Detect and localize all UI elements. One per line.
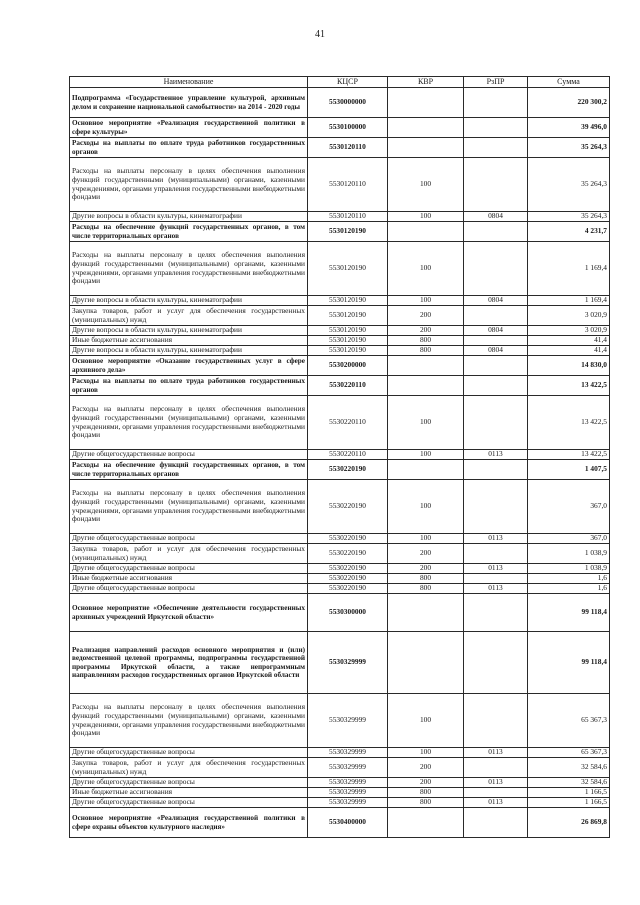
cell-kcsr: 5530220190 <box>308 564 388 574</box>
table-row <box>70 808 610 838</box>
table-row <box>70 694 610 748</box>
cell-kvr: 100 <box>388 296 464 306</box>
cell-sum: 32 584,6 <box>528 758 610 778</box>
cell-kcsr: 5530200000 <box>308 356 388 376</box>
cell-kcsr: 5530329999 <box>308 778 388 788</box>
cell-name: Другие общегосударственные вопросы <box>70 534 308 544</box>
table-row <box>70 138 610 158</box>
cell-sum: 99 118,4 <box>528 594 610 632</box>
cell-kvr: 100 <box>388 158 464 212</box>
cell-name: Основное мероприятие «Реализация государственной политики в сфере охраны объектов культурного наследия» <box>70 808 308 838</box>
cell-kvr: 800 <box>388 788 464 798</box>
cell-kvr <box>388 594 464 632</box>
table-row <box>70 158 610 212</box>
cell-kvr <box>388 808 464 838</box>
header-kcsr: КЦСР <box>308 77 388 88</box>
cell-kcsr: 5530220190 <box>308 480 388 534</box>
cell-rzpr <box>464 594 528 632</box>
cell-kcsr: 5530120190 <box>308 306 388 326</box>
table-row <box>70 544 610 564</box>
cell-sum: 1 038,9 <box>528 564 610 574</box>
table-row <box>70 306 610 326</box>
cell-rzpr <box>464 158 528 212</box>
cell-rzpr <box>464 88 528 118</box>
cell-rzpr <box>464 118 528 138</box>
cell-rzpr: 0113 <box>464 450 528 460</box>
cell-kvr <box>388 460 464 480</box>
header-sum: Сумма <box>528 77 610 88</box>
table-row <box>70 450 610 460</box>
cell-sum: 1,6 <box>528 584 610 594</box>
cell-rzpr <box>464 632 528 694</box>
cell-name: Иные бюджетные ассигнования <box>70 336 308 346</box>
cell-sum: 4 231,7 <box>528 222 610 242</box>
cell-name: Закупка товаров, работ и услуг для обеспечения государственных (муниципальных) нужд <box>70 544 308 564</box>
cell-sum: 35 264,3 <box>528 138 610 158</box>
cell-rzpr <box>464 336 528 346</box>
cell-name: Расходы на выплаты по оплате труда работников государственных органов <box>70 376 308 396</box>
cell-kcsr: 5530120190 <box>308 242 388 296</box>
cell-kcsr: 5530400000 <box>308 808 388 838</box>
cell-kvr: 200 <box>388 306 464 326</box>
cell-kvr <box>388 222 464 242</box>
cell-kcsr: 5530329999 <box>308 694 388 748</box>
cell-kvr <box>388 88 464 118</box>
cell-kvr: 100 <box>388 212 464 222</box>
cell-kcsr: 5530120110 <box>308 212 388 222</box>
cell-rzpr <box>464 758 528 778</box>
cell-kvr: 800 <box>388 574 464 584</box>
cell-name: Другие общегосударственные вопросы <box>70 748 308 758</box>
cell-rzpr <box>464 356 528 376</box>
cell-name: Расходы на выплаты персоналу в целях обеспечения выполнения функций государственными (муниципальными) органами, казенными учреждениями, органами управления государственными внебюджетными фондами <box>70 694 308 748</box>
cell-kvr: 100 <box>388 450 464 460</box>
cell-kvr <box>388 118 464 138</box>
cell-kcsr: 5530120190 <box>308 346 388 356</box>
cell-rzpr: 0804 <box>464 296 528 306</box>
cell-name: Расходы на выплаты персоналу в целях обеспечения выполнения функций государственными (муниципальными) органами, казенными учреждениями, органами управления государственными внебюджетными фондами <box>70 480 308 534</box>
cell-kcsr: 5530220110 <box>308 376 388 396</box>
cell-rzpr: 0113 <box>464 778 528 788</box>
cell-name: Расходы на выплаты персоналу в целях обеспечения выполнения функций государственными (муниципальными) органами, казенными учреждениями, органами управления государственными внебюджетными фондами <box>70 396 308 450</box>
table-body <box>70 88 610 838</box>
cell-rzpr <box>464 460 528 480</box>
table-row <box>70 212 610 222</box>
cell-kcsr: 5530329999 <box>308 798 388 808</box>
cell-kcsr: 5530300000 <box>308 594 388 632</box>
cell-rzpr: 0804 <box>464 326 528 336</box>
cell-rzpr <box>464 574 528 584</box>
cell-sum: 65 367,3 <box>528 748 610 758</box>
cell-sum: 13 422,5 <box>528 396 610 450</box>
cell-sum: 35 264,3 <box>528 212 610 222</box>
cell-sum: 1 166,5 <box>528 798 610 808</box>
cell-rzpr <box>464 242 528 296</box>
table-header-row <box>70 77 610 88</box>
cell-name: Другие общегосударственные вопросы <box>70 584 308 594</box>
cell-name: Закупка товаров, работ и услуг для обеспечения государственных (муниципальных) нужд <box>70 758 308 778</box>
table-row <box>70 564 610 574</box>
cell-kcsr: 5530220190 <box>308 460 388 480</box>
cell-rzpr: 0804 <box>464 346 528 356</box>
cell-sum: 13 422,5 <box>528 376 610 396</box>
cell-kvr: 200 <box>388 758 464 778</box>
cell-rzpr: 0113 <box>464 748 528 758</box>
cell-name: Иные бюджетные ассигнования <box>70 788 308 798</box>
header-rzpr: РзПР <box>464 77 528 88</box>
cell-sum: 1 038,9 <box>528 544 610 564</box>
cell-sum: 41,4 <box>528 336 610 346</box>
cell-kvr: 800 <box>388 798 464 808</box>
cell-name: Основное мероприятие «Реализация государственной политики в сфере культуры» <box>70 118 308 138</box>
table-row <box>70 798 610 808</box>
table-row <box>70 326 610 336</box>
cell-kvr <box>388 376 464 396</box>
cell-kvr: 200 <box>388 778 464 788</box>
cell-kcsr: 5530120110 <box>308 158 388 212</box>
table-row <box>70 346 610 356</box>
cell-name: Другие общегосударственные вопросы <box>70 798 308 808</box>
cell-name: Расходы на обеспечение функций государственных органов, в том числе территориальных органов <box>70 460 308 480</box>
cell-name: Закупка товаров, работ и услуг для обеспечения государственных (муниципальных) нужд <box>70 306 308 326</box>
table-row <box>70 748 610 758</box>
cell-sum: 32 584,6 <box>528 778 610 788</box>
cell-kcsr: 5530220110 <box>308 450 388 460</box>
table-row <box>70 460 610 480</box>
cell-kcsr: 5530100000 <box>308 118 388 138</box>
cell-sum: 3 020,9 <box>528 326 610 336</box>
cell-kcsr: 5530220110 <box>308 396 388 450</box>
cell-sum: 220 300,2 <box>528 88 610 118</box>
table-row <box>70 594 610 632</box>
cell-name: Другие общегосударственные вопросы <box>70 778 308 788</box>
cell-kvr: 100 <box>388 694 464 748</box>
cell-sum: 65 367,3 <box>528 694 610 748</box>
table-row <box>70 118 610 138</box>
cell-kvr <box>388 356 464 376</box>
cell-rzpr <box>464 544 528 564</box>
cell-sum: 14 830,0 <box>528 356 610 376</box>
cell-name: Другие вопросы в области культуры, кинематографии <box>70 346 308 356</box>
cell-kvr: 100 <box>388 396 464 450</box>
cell-name: Реализация направлений расходов основного мероприятия и (или) ведомственной целевой программы, подпрограммы государственной программы Иркутской области, а также непрограммным направлениям расходов государственных органов Иркутской области <box>70 632 308 694</box>
cell-name: Основное мероприятие «Обеспечение деятельности государственных архивных учреждений Иркутской области» <box>70 594 308 632</box>
cell-sum: 3 020,9 <box>528 306 610 326</box>
table-row <box>70 396 610 450</box>
cell-rzpr: 0113 <box>464 584 528 594</box>
cell-sum: 1 407,5 <box>528 460 610 480</box>
cell-sum: 99 118,4 <box>528 632 610 694</box>
cell-kvr: 200 <box>388 326 464 336</box>
cell-kvr: 800 <box>388 336 464 346</box>
table-row <box>70 88 610 118</box>
cell-name: Иные бюджетные ассигнования <box>70 574 308 584</box>
cell-kcsr: 5530120190 <box>308 336 388 346</box>
table-row <box>70 788 610 798</box>
cell-kvr: 100 <box>388 748 464 758</box>
cell-name: Другие вопросы в области культуры, кинематографии <box>70 296 308 306</box>
cell-kcsr: 5530220190 <box>308 544 388 564</box>
cell-sum: 41,4 <box>528 346 610 356</box>
table-row <box>70 534 610 544</box>
cell-kcsr: 5530120190 <box>308 326 388 336</box>
cell-kvr <box>388 138 464 158</box>
cell-kcsr: 5530220190 <box>308 574 388 584</box>
cell-rzpr: 0113 <box>464 534 528 544</box>
cell-sum: 367,0 <box>528 480 610 534</box>
cell-name: Другие вопросы в области культуры, кинематографии <box>70 212 308 222</box>
table-row <box>70 356 610 376</box>
cell-kcsr: 5530329999 <box>308 788 388 798</box>
table-row <box>70 480 610 534</box>
cell-sum: 35 264,3 <box>528 158 610 212</box>
cell-sum: 13 422,5 <box>528 450 610 460</box>
cell-name: Расходы на выплаты персоналу в целях обеспечения выполнения функций государственными (муниципальными) органами, казенными учреждениями, органами управления государственными внебюджетными фондами <box>70 158 308 212</box>
cell-sum: 1 169,4 <box>528 296 610 306</box>
cell-kcsr: 5530220190 <box>308 534 388 544</box>
cell-rzpr: 0804 <box>464 212 528 222</box>
cell-kcsr: 5530220190 <box>308 584 388 594</box>
cell-rzpr <box>464 396 528 450</box>
table-row <box>70 222 610 242</box>
table-row <box>70 376 610 396</box>
cell-kvr: 100 <box>388 480 464 534</box>
cell-name: Расходы на выплаты по оплате труда работников государственных органов <box>70 138 308 158</box>
page-number: 41 <box>315 29 325 40</box>
header-name: Наименование <box>70 77 308 88</box>
table-row <box>70 632 610 694</box>
cell-rzpr: 0113 <box>464 798 528 808</box>
cell-name: Другие общегосударственные вопросы <box>70 450 308 460</box>
header-kvr: КВР <box>388 77 464 88</box>
cell-kvr: 200 <box>388 544 464 564</box>
cell-kvr: 100 <box>388 242 464 296</box>
cell-kvr: 200 <box>388 564 464 574</box>
table-row <box>70 758 610 778</box>
cell-sum: 1 166,5 <box>528 788 610 798</box>
cell-sum: 26 869,8 <box>528 808 610 838</box>
cell-rzpr <box>464 222 528 242</box>
cell-sum: 1 169,4 <box>528 242 610 296</box>
cell-sum: 39 496,0 <box>528 118 610 138</box>
table-row <box>70 336 610 346</box>
cell-name: Расходы на обеспечение функций государственных органов, в том числе территориальных органов <box>70 222 308 242</box>
table-row <box>70 242 610 296</box>
cell-rzpr <box>464 480 528 534</box>
cell-sum: 1,6 <box>528 574 610 584</box>
cell-kcsr: 5530120190 <box>308 296 388 306</box>
cell-kvr: 100 <box>388 534 464 544</box>
cell-kcsr: 5530329999 <box>308 758 388 778</box>
cell-rzpr <box>464 694 528 748</box>
table-row <box>70 584 610 594</box>
cell-kcsr: 5530329999 <box>308 632 388 694</box>
cell-name: Подпрограмма «Государственное управление культурой, архивным делом и сохранение национальной самобытности» на 2014 - 2020 годы <box>70 88 308 118</box>
cell-name: Расходы на выплаты персоналу в целях обеспечения выполнения функций государственными (муниципальными) органами, казенными учреждениями, органами управления государственными внебюджетными фондами <box>70 242 308 296</box>
cell-kvr: 800 <box>388 584 464 594</box>
cell-rzpr: 0113 <box>464 564 528 574</box>
cell-name: Другие вопросы в области культуры, кинематографии <box>70 326 308 336</box>
cell-kvr: 800 <box>388 346 464 356</box>
budget-table <box>69 76 610 838</box>
cell-rzpr <box>464 808 528 838</box>
cell-sum: 367,0 <box>528 534 610 544</box>
table-row <box>70 778 610 788</box>
cell-name: Другие общегосударственные вопросы <box>70 564 308 574</box>
cell-kcsr: 5530000000 <box>308 88 388 118</box>
cell-rzpr <box>464 788 528 798</box>
cell-name: Основное мероприятие «Оказание государственных услуг в сфере архивного дела» <box>70 356 308 376</box>
cell-rzpr <box>464 138 528 158</box>
cell-rzpr <box>464 306 528 326</box>
table-row <box>70 296 610 306</box>
table-row <box>70 574 610 584</box>
cell-kvr <box>388 632 464 694</box>
cell-kcsr: 5530329999 <box>308 748 388 758</box>
cell-kcsr: 5530120110 <box>308 138 388 158</box>
cell-kcsr: 5530120190 <box>308 222 388 242</box>
cell-rzpr <box>464 376 528 396</box>
